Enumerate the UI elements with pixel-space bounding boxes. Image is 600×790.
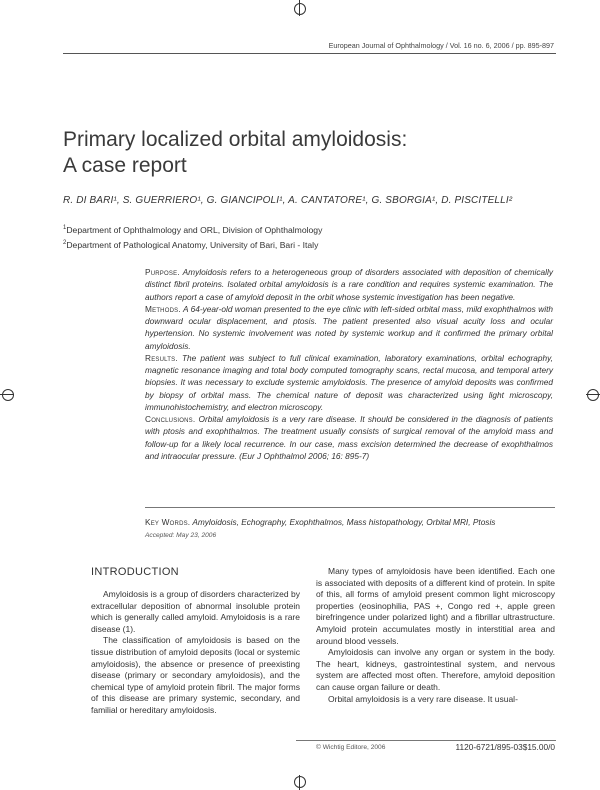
journal-citation: European Journal of Ophthalmology / Vol. 16 no. 6, 2006 / pp. 895-897 bbox=[328, 41, 554, 50]
section-heading-introduction: INTRODUCTION bbox=[91, 566, 179, 578]
title-line-1: Primary localized orbital amyloidosis: bbox=[63, 128, 408, 151]
footer-rule bbox=[296, 740, 556, 741]
results-label: Results. bbox=[145, 352, 178, 363]
paragraph: Orbital amyloidosis is a very rare disease. It usual- bbox=[328, 693, 518, 704]
accepted-date: Accepted: May 23, 2006 bbox=[145, 532, 217, 539]
abstract-conclusions: Conclusions. Orbital amyloidosis is a very rare disease. It should be considered in the diagnosis of patients with ptosis and exophthalmos. The treatment usually consists of surgical removal of the amyloid mass and follow-up for a likely local recurrence. In our case, mass excision determined the decrease of exophthalmos and intraocular pressure. (Eur J Ophthalmol 2006; 16: 895-7) bbox=[145, 414, 553, 461]
registration-mark-left bbox=[2, 389, 14, 401]
methods-label: Methods. bbox=[145, 303, 181, 314]
key-words: Key Words. Amyloidosis, Echography, Exophthalmos, Mass histopathology, Orbital MRI, Ptosis bbox=[145, 517, 496, 527]
keywords-rule bbox=[145, 507, 555, 508]
abstract-purpose: Purpose. Amyloidosis refers to a heterogeneous group of disorders associated with deposition of chemically distinct fibril proteins. Isolated orbital amyloidosis is a rare condition and requires systemic examination. The authors report a case of amyloid deposit in the orbit whose systemic investigation has been negative. bbox=[145, 267, 553, 302]
registration-mark-right bbox=[587, 389, 599, 401]
paragraph: Many types of amyloidosis have been identified. Each one is associated with deposits of a different kind of protein. In spite of this, all forms of amyloid present common light microscopy properties (eosinophilia, PAS +, Congo red +, apple green birefringence under polarized light) and a fibrillar ultrastructure. Amyloid protein accumulates mostly in interstitial area and around blood vessels. bbox=[316, 566, 555, 646]
article-title bbox=[63, 127, 407, 179]
purpose-label: Purpose. bbox=[145, 267, 180, 277]
abstract-methods: Methods. A 64-year-old woman presented to the eye clinic with left-sided orbital mass, mild exophthalmos with downward ocular displacement, and ptosis. The patient presented also visual acuity loss and ocular hypertension. No systemic involvement was noted by systemic workup and it confirmed the primary orbital amyloidosis. bbox=[145, 303, 553, 351]
body-column-left bbox=[91, 589, 300, 717]
body-column-right bbox=[316, 566, 555, 705]
registration-mark-top bbox=[294, 3, 306, 15]
affiliation-2: $^2$Department of Pathological Anatomy, University of Bari, Bari - Italy bbox=[63, 240, 319, 251]
author-list: R. DI BARI¹, S. GUERRIERO¹, G. GIANCIPOLI¹, A. CANTATORE¹, G. SBORGIA¹, D. PISCITELLI² bbox=[63, 195, 513, 206]
registration-mark-bottom bbox=[294, 776, 306, 788]
issn-price: 1120-6721/895-03$15.00/0 bbox=[455, 742, 555, 752]
title-line-2: A case report bbox=[63, 154, 187, 177]
affiliations bbox=[63, 222, 322, 253]
conclusions-label: Conclusions. bbox=[145, 414, 196, 424]
paragraph: The classification of amyloidosis is based on the tissue distribution of amyloid deposits (local or systemic amyloidosis), the absence or presence of preexisting disease (primary or secondary amyloidosis), and the chemical type of amyloid protein fibril. The major forms of this disease are primary systemic, secondary, and familial or hereditary amyloidosis. bbox=[91, 635, 300, 715]
abstract bbox=[145, 266, 553, 462]
publisher-copyright: © Wichtig Editore, 2006 bbox=[316, 744, 386, 751]
affiliation-1: $^1$Department of Ophthalmology and ORL, Division of Ophthalmology bbox=[63, 224, 323, 235]
keywords-label: Key Words. bbox=[145, 517, 191, 527]
paragraph: Amyloidosis is a group of disorders characterized by extracellular deposition of abnormal insoluble protein which is generally called amyloid. Amyloidosis is a rare disease (1). bbox=[91, 589, 300, 634]
header-rule bbox=[63, 53, 556, 54]
abstract-results: Results. The patient was subject to full clinical examination, laboratory examinations, orbital echography, magnetic resonance imaging and total body computed tomography scans, rectal mucosa, and temporal artery biopsies. It was necessary to exclude systemic amyloidosis. The presence of amyloid deposits was confirmed by biopsy of orbital mass. The chemical nature of deposit was characterized using light microscopy, immunohistochemistry, and electron microscopy. bbox=[145, 352, 553, 412]
paragraph: Amyloidosis can involve any organ or system in the body. The heart, kidneys, gastrointestinal system, and nervous system are affected most often. Therefore, amyloid deposition can cause organ failure or death. bbox=[316, 647, 555, 692]
